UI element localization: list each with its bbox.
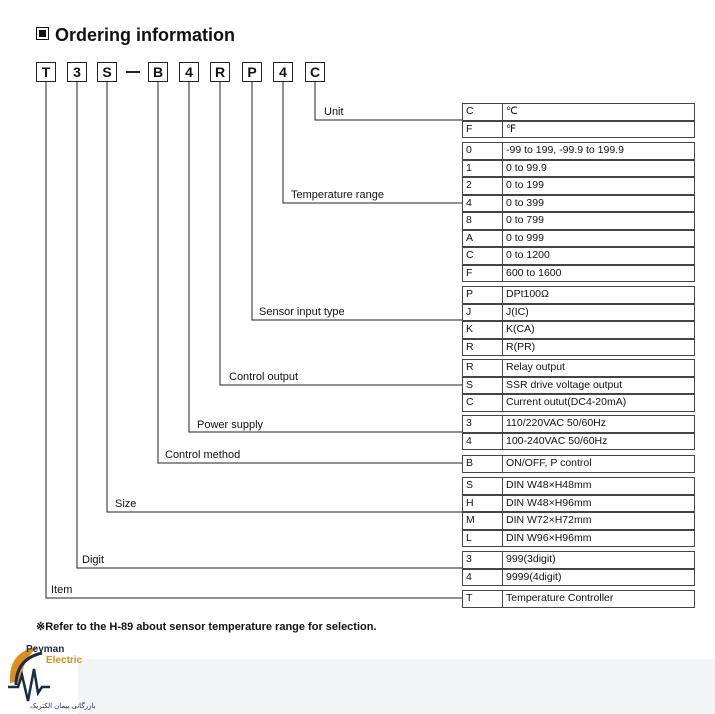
code-box-5: 4	[179, 62, 199, 82]
connector-line	[220, 82, 462, 385]
option-code-cell: K	[462, 321, 503, 339]
code-box-3: S	[97, 62, 117, 82]
option-description-cell: 0 to 99.9	[502, 160, 695, 178]
option-description-cell: 9999(4digit)	[502, 569, 695, 587]
section-label: Item	[51, 584, 73, 596]
section-label: Sensor input type	[259, 306, 345, 318]
section-label: Size	[115, 498, 137, 510]
logo-name: Peyman	[26, 644, 65, 655]
option-description-cell: Relay output	[502, 359, 695, 377]
code-box-2: 3	[67, 62, 87, 82]
code-box-7: P	[242, 62, 262, 82]
option-description-cell: SSR drive voltage output	[502, 377, 695, 395]
option-description-cell: J(IC)	[502, 304, 695, 322]
section-label: Power supply	[197, 419, 264, 431]
option-description-cell: 600 to 1600	[502, 265, 695, 283]
option-code-cell: C	[462, 247, 503, 265]
option-code-cell: 4	[462, 195, 503, 213]
reference-note: ※Refer to the H-89 about sensor temperature range for selection.	[36, 621, 377, 633]
option-code-cell: S	[462, 477, 503, 495]
code-box-1: T	[36, 62, 56, 82]
connector-line	[107, 82, 462, 512]
option-code-cell: J	[462, 304, 503, 322]
option-code-cell: F	[462, 265, 503, 283]
code-box-8: 4	[273, 62, 293, 82]
option-description-cell: DIN W96×H96mm	[502, 530, 695, 548]
option-code-cell: 0	[462, 142, 503, 160]
option-description-cell: 0 to 399	[502, 195, 695, 213]
option-description-cell: 0 to 799	[502, 212, 695, 230]
section-label: Temperature range	[291, 189, 384, 201]
section-label: Unit	[324, 106, 344, 118]
option-code-cell: R	[462, 359, 503, 377]
logo-persian-text: بازرگانی پیمان الکتریک	[30, 703, 96, 710]
connector-line	[158, 82, 462, 463]
option-code-cell: T	[462, 590, 503, 608]
option-code-cell: 8	[462, 212, 503, 230]
option-code-cell: 2	[462, 177, 503, 195]
option-description-cell: Temperature Controller	[502, 590, 695, 608]
option-code-cell: S	[462, 377, 503, 395]
section-label: Control method	[165, 449, 241, 461]
option-description-cell: DIN W48×H96mm	[502, 495, 695, 513]
logo-sub: Electric	[46, 655, 83, 666]
option-description-cell: 0 to 1200	[502, 247, 695, 265]
connector-line	[46, 82, 462, 598]
option-description-cell: DIN W72×H72mm	[502, 512, 695, 530]
footer-band	[78, 659, 715, 714]
option-code-cell: A	[462, 230, 503, 248]
option-description-cell: DIN W48×H48mm	[502, 477, 695, 495]
option-code-cell: C	[462, 394, 503, 412]
option-description-cell: Current outut(DC4-20mA)	[502, 394, 695, 412]
option-code-cell: L	[462, 530, 503, 548]
option-description-cell: ON/OFF, P control	[502, 455, 695, 473]
option-description-cell: 999(3digit)	[502, 551, 695, 569]
option-description-cell: K(CA)	[502, 321, 695, 339]
section-label: Digit	[82, 554, 105, 566]
code-box-4: B	[148, 62, 168, 82]
option-description-cell: -99 to 199, -99.9 to 199.9	[502, 142, 695, 160]
option-description-cell: 100-240VAC 50/60Hz	[502, 433, 695, 451]
option-description-cell: DPt100Ω	[502, 286, 695, 304]
option-code-cell: C	[462, 103, 503, 121]
option-description-cell: 110/220VAC 50/60Hz	[502, 415, 695, 433]
option-code-cell: M	[462, 512, 503, 530]
option-description-cell: R(PR)	[502, 339, 695, 357]
section-label: Control output	[229, 371, 299, 383]
connector-line	[283, 82, 462, 203]
option-code-cell: H	[462, 495, 503, 513]
option-code-cell: B	[462, 455, 503, 473]
option-description-cell: ℃	[502, 103, 695, 121]
option-code-cell: 3	[462, 551, 503, 569]
option-description-cell: ℉	[502, 121, 695, 139]
option-code-cell: 4	[462, 569, 503, 587]
code-box-6: R	[210, 62, 230, 82]
option-description-cell: 0 to 199	[502, 177, 695, 195]
code-box-9: C	[305, 62, 325, 82]
option-code-cell: F	[462, 121, 503, 139]
option-code-cell: P	[462, 286, 503, 304]
option-code-cell: 1	[462, 160, 503, 178]
option-code-cell: R	[462, 339, 503, 357]
connector-line	[77, 82, 462, 568]
option-code-cell: 4	[462, 433, 503, 451]
title-text: Ordering information	[55, 25, 235, 45]
option-description-cell: 0 to 999	[502, 230, 695, 248]
option-code-cell: 3	[462, 415, 503, 433]
